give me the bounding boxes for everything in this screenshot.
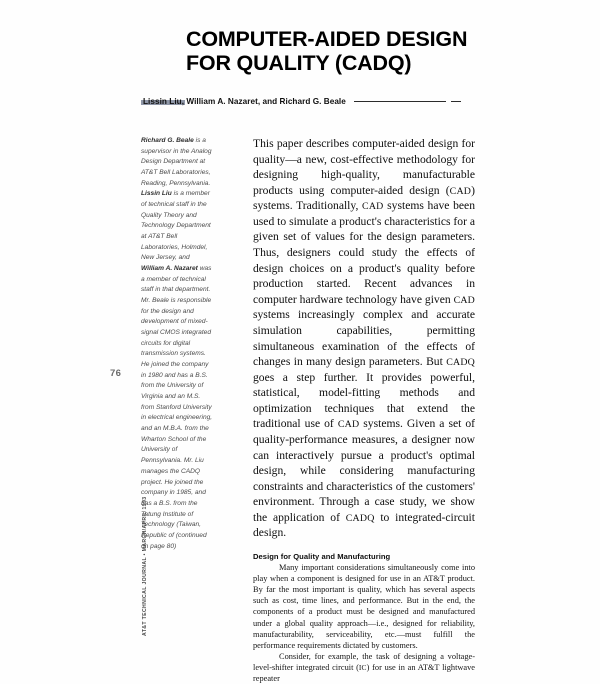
title-line-2: FOR QUALITY (CADQ) <box>186 51 412 76</box>
byline-row <box>143 97 543 106</box>
running-footer-text: AT&T TECHNICAL JOURNAL • MARCH/APRIL 1993 <box>142 496 148 636</box>
author-bio-continued: (continued on page 80) <box>141 531 207 550</box>
author-bio-sidebar <box>141 136 213 552</box>
byline: Lissin Liu, William A. Nazaret, and Richard G. Beale <box>143 97 346 106</box>
page-title <box>186 27 546 75</box>
byline-rule-tail <box>451 101 461 102</box>
page-number: 76 <box>110 368 122 379</box>
section-paragraph-2: Consider, for example, the task of designing a voltage-level-shifter integrated circuit (IC) for use in an AT&T lightwave repeater <box>253 651 475 683</box>
section-paragraph-1: Many important considerations simultaneously come into play when a component is designed for use in an AT&T product. By far the most important is quality, which has several aspects such as cost, time lines, and performance. But in the end, the components of a product must be designed and manufactured under a global quality approach—i.e., designed for reliability, manufacturability, serviceability, etc.—must fulfill the performance requirements dictated by customers. <box>253 563 475 650</box>
main-text-column <box>253 136 475 684</box>
abstract-paragraph: This paper describes computer-aided design for quality—a new, cost-effective methodology for designing high-quality, manufacturable products using computer-aided design (CAD) systems. Traditionally, CAD systems have been used to simulate a product's characteristics for a given set of values for the design parameters. Thus, designers could study the effects of design choices on a product's quality before production started. Recent advances in computer hardware technology have given CAD systems increasingly complex and accurate simulation capabilities, permitting simultaneous examination of the effects of changes in many design parameters. But CADQ goes a step further. It provides powerful, statistical, model-fitting methods and optimization techniques that extend the traditional use of CAD systems. Given a set of quality-performance measures, a designer now can interactively pursue a product's optimal design, while considering manufacturing constraints and characteristics of the customers' environment. Through a case study, we show the application of CADQ to integrated-circuit design. <box>253 137 476 540</box>
section-heading-design-for-quality: Design for Quality and Manufacturing <box>253 552 391 562</box>
title-line-1: COMPUTER-AIDED DESIGN <box>186 27 468 51</box>
byline-rule <box>354 101 446 102</box>
title-block <box>186 27 546 75</box>
author-bio-text: Richard G. Beale is a supervisor in the Analog Design Department at AT&T Bell Laboratories, Reading, Pennsylvania. Lissin Liu is a member of technical staff in the Quality Theory and Technology Department at AT&T Bell Laboratories, Holmdel, New Jersey, and William A. Nazaret was a member of technical staff in that department. Mr. Beale is responsible for the design and development of mixed-signal CMOS integrated circuits for digital transmission systems. He joined the company in 1980 and has a B.S. from the University of Virginia and an M.S. from Stanford University in electrical engineering, and an M.B.A. from the Wharton School of the University of Pennsylvania. Mr. Liu manages the CADQ project. He joined the company in 1985, and has a B.S. from the Tatung Institute of Technology (Taiwan, Republic of <box>141 137 213 539</box>
